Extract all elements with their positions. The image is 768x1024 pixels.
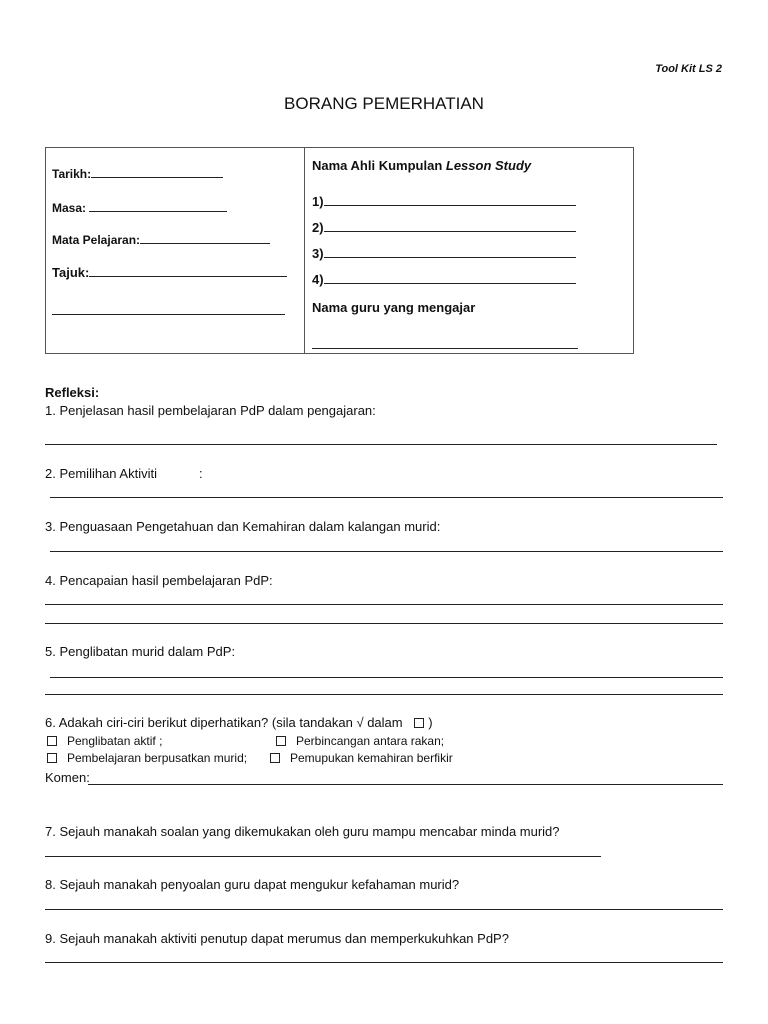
checkbox[interactable]	[47, 736, 57, 746]
question-6-text: 6. Adakah ciri-ciri berikut diperhatikan? (sila tandakan √ dalam	[45, 715, 403, 730]
mata-pelajaran-line[interactable]	[140, 232, 270, 244]
members-heading-text: Nama Ahli Kumpulan	[312, 158, 443, 173]
member-1-label: 1)	[312, 194, 324, 209]
masa-field[interactable]	[52, 200, 227, 215]
answer-line-7[interactable]	[45, 856, 601, 857]
mata-pelajaran-field[interactable]	[52, 232, 270, 247]
tarikh-line[interactable]	[91, 166, 223, 178]
member-2-field[interactable]	[312, 220, 576, 235]
checkbox[interactable]	[276, 736, 286, 746]
option-penglibatan-aktif[interactable]	[47, 734, 162, 748]
tajuk-line-2[interactable]	[52, 314, 285, 315]
members-heading	[312, 158, 531, 173]
toolkit-label: Tool Kit LS 2	[655, 63, 722, 75]
option-pemupukan-kemahiran[interactable]	[270, 751, 453, 765]
komen-label: Komen:	[45, 770, 90, 785]
answer-line-1[interactable]	[45, 444, 717, 445]
mata-pelajaran-label: Mata Pelajaran:	[52, 233, 141, 247]
question-6-end: )	[428, 715, 433, 730]
option-label: Penglibatan aktif ;	[67, 734, 163, 748]
refleksi-heading: Refleksi:	[45, 385, 100, 400]
question-2: 2. Pemilihan Aktiviti	[45, 466, 157, 481]
question-4: 4. Pencapaian hasil pembelajaran PdP:	[45, 573, 273, 588]
question-3: 3. Penguasaan Pengetahuan dan Kemahiran dalam kalangan murid:	[45, 519, 441, 534]
answer-line-5a[interactable]	[50, 677, 723, 678]
teacher-label: Nama guru yang mengajar	[312, 300, 476, 315]
answer-line-4a[interactable]	[45, 604, 723, 605]
option-perbincangan[interactable]	[276, 734, 444, 748]
question-2-colon: :	[199, 466, 203, 481]
checkbox[interactable]	[47, 753, 57, 763]
member-3-field[interactable]	[312, 246, 576, 261]
teacher-line[interactable]	[312, 348, 578, 349]
answer-line-5b[interactable]	[45, 694, 723, 695]
question-9: 9. Sejauh manakah aktiviti penutup dapat merumus dan memperkukuhkan PdP?	[45, 931, 509, 946]
option-pembelajaran-berpusatkan[interactable]	[47, 751, 247, 765]
member-4-label: 4)	[312, 272, 324, 287]
question-8: 8. Sejauh manakah penyoalan guru dapat mengukur kefahaman murid?	[45, 877, 460, 892]
option-label: Pembelajaran berpusatkan murid;	[67, 751, 248, 765]
member-4-field[interactable]	[312, 272, 576, 287]
question-5: 5. Penglibatan murid dalam PdP:	[45, 644, 236, 659]
answer-line-2[interactable]	[50, 497, 723, 498]
option-label: Perbincangan antara rakan;	[296, 734, 445, 748]
answer-line-8[interactable]	[45, 909, 723, 910]
info-box-divider	[304, 147, 305, 353]
member-4-line[interactable]	[324, 272, 576, 284]
masa-line[interactable]	[89, 200, 227, 212]
option-label: Pemupukan kemahiran berfikir	[290, 751, 453, 765]
members-heading-italic: Lesson Study	[445, 158, 532, 173]
question-7: 7. Sejauh manakah soalan yang dikemukakan oleh guru mampu mencabar minda murid?	[45, 824, 560, 839]
member-2-label: 2)	[312, 220, 324, 235]
member-2-line[interactable]	[324, 220, 576, 232]
page-title: BORANG PEMERHATIAN	[284, 94, 484, 113]
answer-line-9[interactable]	[45, 962, 723, 963]
member-1-field[interactable]	[312, 194, 576, 209]
checkbox[interactable]	[270, 753, 280, 763]
tarikh-label: Tarikh:	[52, 167, 92, 181]
tajuk-field[interactable]	[52, 265, 287, 280]
answer-line-4b[interactable]	[45, 623, 723, 624]
question-1: 1. Penjelasan hasil pembelajaran PdP dalam pengajaran:	[45, 403, 376, 418]
tajuk-line[interactable]	[89, 265, 287, 277]
komen-line[interactable]	[88, 784, 723, 785]
checkbox-icon	[414, 718, 424, 728]
question-6	[45, 715, 433, 730]
member-3-line[interactable]	[324, 246, 576, 258]
member-1-line[interactable]	[324, 194, 576, 206]
tajuk-label: Tajuk:	[52, 265, 90, 280]
tarikh-field[interactable]	[52, 166, 223, 181]
answer-line-3[interactable]	[50, 551, 723, 552]
member-3-label: 3)	[312, 246, 324, 261]
masa-label: Masa:	[52, 201, 87, 215]
